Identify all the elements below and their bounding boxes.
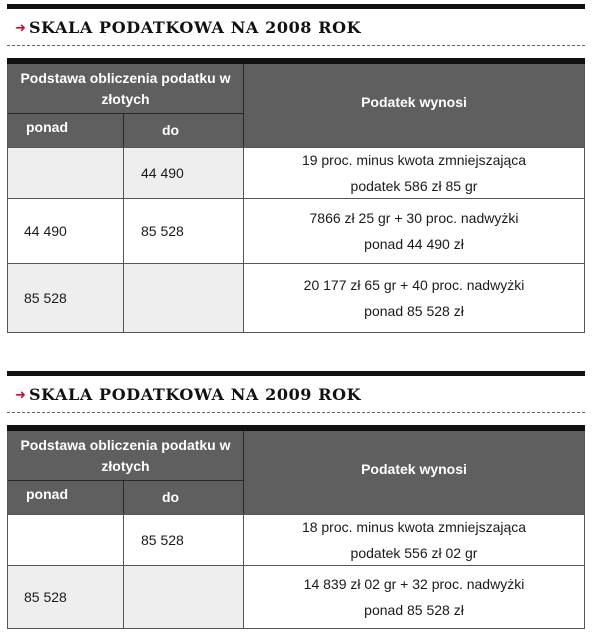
tax-table: [7, 431, 585, 629]
cell-to: 85 528: [123, 199, 243, 263]
cell-tax: 18 proc. minus kwota zmniejszająca podatek 556 zł 02 gr: [243, 515, 584, 565]
table-row: [8, 147, 584, 198]
cell-tax: 19 proc. minus kwota zmniejszająca podatek 586 zł 85 gr: [243, 148, 584, 198]
table-header: [8, 431, 584, 514]
cell-tax: 20 177 zł 65 gr + 40 proc. nadwyżki ponad 85 528 zł: [243, 264, 584, 332]
tax-scale-2009-panel: [7, 371, 585, 629]
cell-to: [123, 264, 243, 332]
cell-from: 44 490: [24, 223, 67, 239]
cell-to: [123, 566, 243, 628]
tax-scale-2008-panel: [7, 4, 585, 333]
cell-tax: 7866 zł 25 gr + 30 proc. nadwyżki ponad 44 490 zł: [243, 199, 584, 263]
cell-to: 44 490: [123, 148, 243, 198]
table-title: SKALA PODATKOWA NA 2009 ROK: [29, 385, 362, 404]
table-title: SKALA PODATKOWA NA 2008 ROK: [29, 18, 362, 37]
title-bar: [7, 9, 585, 46]
header-from: ponad: [26, 486, 68, 502]
arrow-right-icon: ➜: [15, 387, 26, 402]
arrow-right-icon: ➜: [15, 20, 26, 35]
cell-from: [8, 148, 123, 198]
header-to: do: [162, 122, 180, 138]
header-basis: Podstawa obliczenia podatku w złotych: [20, 70, 231, 107]
table-header: [8, 64, 584, 147]
header-to: do: [162, 489, 180, 505]
table-row: [8, 514, 584, 565]
title-bar: [7, 376, 585, 413]
table-row: [8, 565, 584, 628]
table-row: [8, 198, 584, 263]
header-tax: Podatek wynosi: [361, 94, 467, 110]
header-from: ponad: [26, 119, 68, 135]
cell-to: 85 528: [123, 515, 243, 565]
header-basis: Podstawa obliczenia podatku w złotych: [20, 437, 231, 474]
header-tax: Podatek wynosi: [361, 461, 467, 477]
cell-tax: 14 839 zł 02 gr + 32 proc. nadwyżki ponad 85 528 zł: [243, 566, 584, 628]
cell-from: [8, 515, 123, 565]
tax-table: [7, 64, 585, 333]
cell-from: 85 528: [24, 290, 67, 306]
table-row: [8, 263, 584, 332]
cell-from: 85 528: [24, 589, 67, 605]
